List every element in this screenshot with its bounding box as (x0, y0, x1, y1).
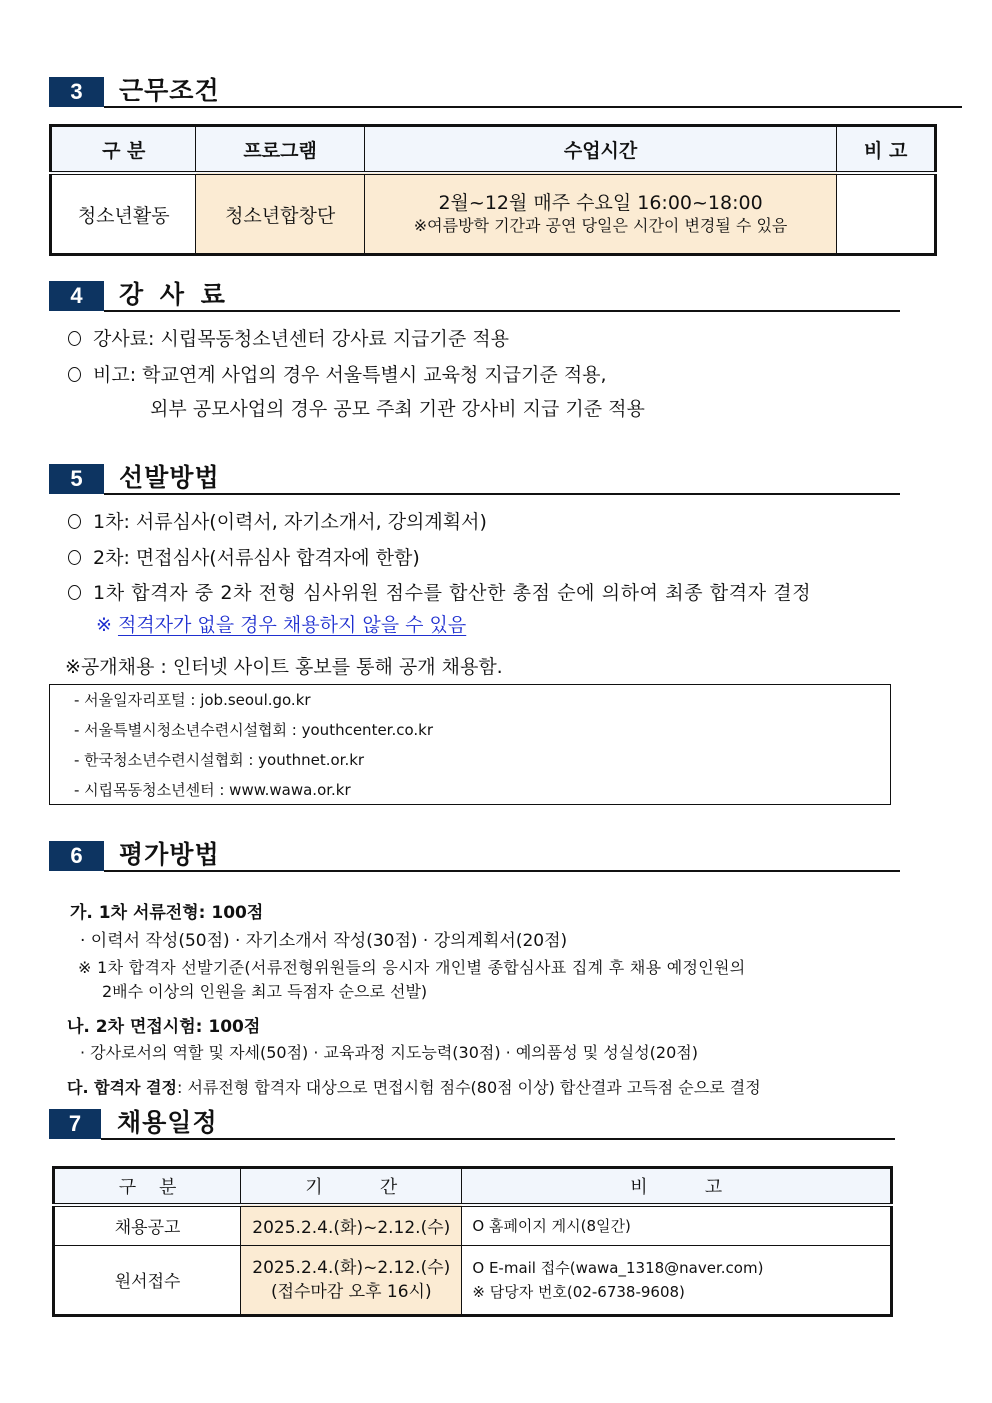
cell-category: 청소년활동 (51, 173, 196, 255)
selection-item: 1차 합격자 중 2차 전형 심사위원 점수를 합산한 총점 순에 의하여 최종 합격자 결정 (68, 580, 811, 606)
reference-mark-icon: ※ (96, 614, 112, 636)
class-time-note: ※여름방학 기간과 공연 당일은 시간이 변경될 수 있음 (413, 216, 788, 235)
section-number-badge: 6 (49, 841, 104, 871)
table-header-row (51, 126, 936, 174)
heading-rule (104, 310, 900, 312)
cell-remark (462, 1245, 892, 1315)
header-category: 구 분 (54, 1168, 241, 1206)
header-period: 기 간 (241, 1168, 462, 1206)
eval-ga-title: 가. 1차 서류전형: 100점 (70, 903, 264, 923)
section-number-badge: 3 (49, 77, 104, 107)
cell-period: 2025.2.4.(화)~2.12.(수) (접수마감 오후 16시) (241, 1245, 462, 1315)
section-number-badge: 4 (49, 281, 104, 311)
table-row (51, 173, 936, 255)
site-item: - 시립목동청소년센터 : www.wawa.or.kr (74, 781, 351, 799)
section-title: 근무조건 (119, 76, 220, 105)
heading-rule (104, 493, 900, 495)
eval-ga-note: ※ 1차 합격자 선발기준(서류전형위원들의 응시자 개인별 종합심사표 집계 후 채용 예정인원의 (78, 958, 746, 977)
circle-bullet-icon (68, 514, 81, 529)
header-program: 프로그램 (196, 126, 364, 174)
cell-period: 2025.2.4.(화)~2.12.(수) (241, 1205, 462, 1245)
table-header-row (54, 1168, 892, 1206)
cell-program: 청소년합창단 (196, 173, 364, 255)
cell-remark: O 홈페이지 게시(8일간) (462, 1205, 892, 1245)
section-number-badge: 5 (49, 464, 104, 494)
site-item: - 서울특별시청소년수련시설협회 : youthcenter.co.kr (74, 721, 434, 739)
cell-category: 채용공고 (54, 1205, 241, 1245)
section-title: 채용일정 (117, 1108, 218, 1137)
cell-class-time (364, 173, 837, 255)
circle-bullet-icon (68, 550, 81, 565)
table-row (54, 1245, 892, 1315)
circle-bullet-icon (68, 331, 81, 346)
work-conditions-table (49, 124, 937, 256)
public-recruit-notice: ※공개채용 : 인터넷 사이트 홍보를 통해 공개 채용함. (65, 656, 503, 678)
fee-item-continuation: 외부 공모사업의 경우 공모 주최 기관 강사비 지급 기준 적용 (150, 398, 645, 420)
recruit-schedule-table (52, 1166, 893, 1317)
fee-item: 비고: 학교연계 사업의 경우 서울특별시 교육청 지급기준 적용, (68, 362, 607, 388)
selection-item: 2차: 면접심사(서류심사 합격자에 한함) (68, 545, 420, 571)
contact-info: ※ 담당자 번호(02-6738-9608) (472, 1282, 685, 1301)
heading-rule (101, 1138, 895, 1140)
eval-da-title: 다. 합격자 결정 (67, 1078, 177, 1097)
site-item: - 서울일자리포털 : job.seoul.go.kr (74, 691, 311, 709)
table-row (54, 1205, 892, 1245)
header-remark: 비 고 (837, 126, 936, 174)
heading-rule (104, 870, 900, 872)
cell-remark (837, 173, 936, 255)
site-item: - 한국청소년수련시설협회 : youthnet.or.kr (74, 751, 365, 769)
eval-da-text: : 서류전형 합격자 대상으로 면접시험 점수(80점 이상) 합산결과 고득점 순으로 결정 (176, 1078, 761, 1097)
header-class-time: 수업시간 (364, 126, 837, 174)
eval-na-items: · 강사로서의 역할 및 자세(50점) · 교육과정 지도능력(30점) · 예의품성 및 성실성(20점) (80, 1043, 698, 1062)
header-category: 구 분 (51, 126, 196, 174)
circle-bullet-icon (68, 585, 81, 600)
section-number-badge: 7 (49, 1109, 101, 1139)
email-info: O E-mail 접수(wawa_1318@naver.com) (472, 1258, 764, 1277)
section-title: 강 사 료 (119, 280, 229, 309)
fee-item: 강사료: 시립목동청소년센터 강사료 지급기준 적용 (68, 326, 509, 352)
eval-na-title: 나. 2차 면접시험: 100점 (67, 1017, 261, 1037)
recruit-sites-box (49, 684, 891, 805)
cell-category: 원서접수 (54, 1245, 241, 1315)
header-remark: 비 고 (462, 1168, 892, 1206)
circle-bullet-icon (68, 367, 81, 382)
eval-ga-items: · 이력서 작성(50점) · 자기소개서 작성(30점) · 강의계획서(20점) (80, 931, 568, 951)
class-time-main: 2월~12월 매주 수요일 16:00~18:00 (438, 192, 763, 214)
eval-da-line (67, 1075, 761, 1101)
eval-ga-note-cont: 2배수 이상의 인원을 최고 득점자 순으로 선발) (102, 982, 428, 1001)
selection-item: 1차: 서류심사(이력서, 자기소개서, 강의계획서) (68, 509, 487, 535)
heading-rule (104, 106, 962, 108)
section-title: 선발방법 (119, 463, 220, 492)
section-title: 평가방법 (119, 840, 220, 869)
selection-note-text: 적격자가 없을 경우 채용하지 않을 수 있음 (117, 614, 467, 636)
selection-note (96, 612, 466, 638)
